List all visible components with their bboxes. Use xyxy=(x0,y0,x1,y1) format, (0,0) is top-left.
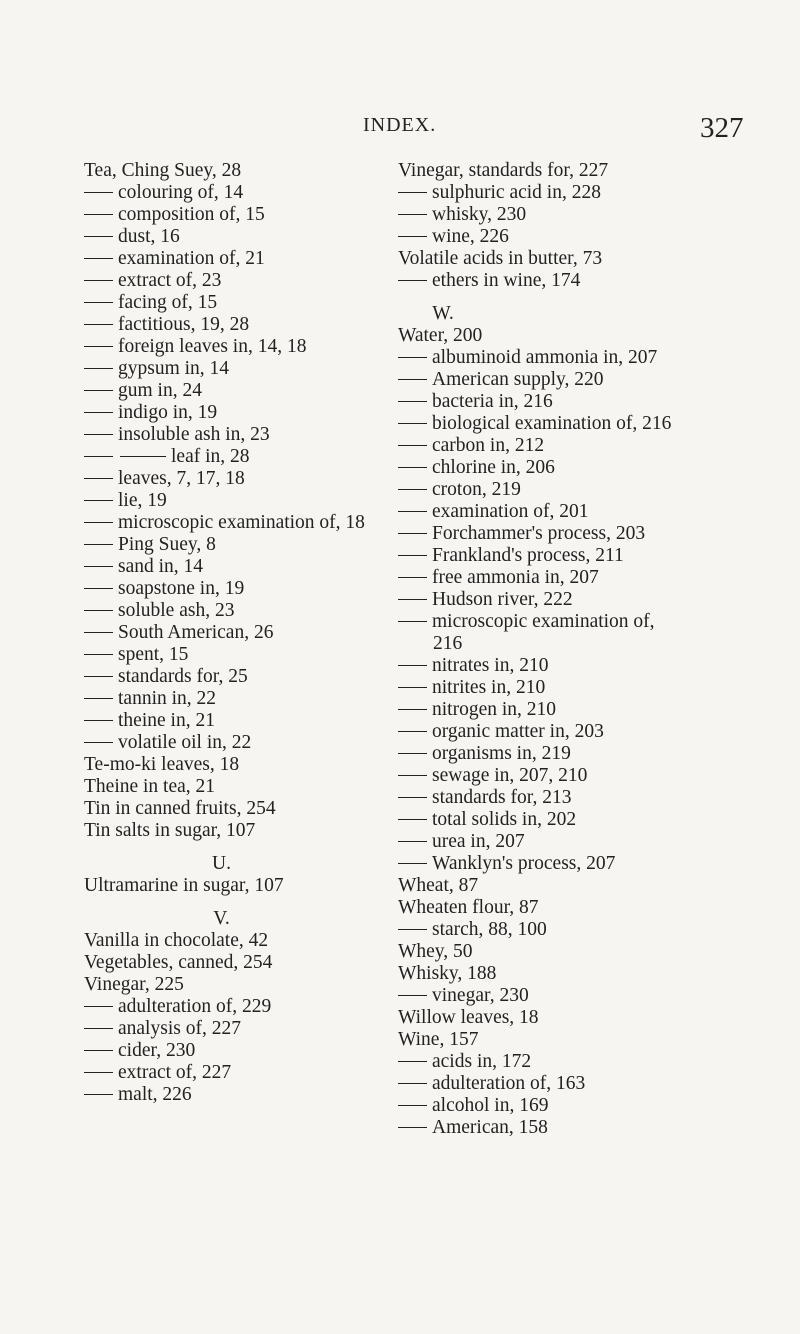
index-subentry: extract of, 23 xyxy=(84,270,394,292)
dash-mark xyxy=(398,841,427,842)
dash-mark xyxy=(398,1105,427,1106)
section-letter-w: W. xyxy=(432,303,454,324)
index-entry: Wheat, 87 xyxy=(398,875,479,896)
index-subentry: dust, 16 xyxy=(84,226,394,248)
index-subentry: adulteration of, 229 xyxy=(84,996,394,1018)
dash-mark xyxy=(84,368,113,369)
dash-mark xyxy=(398,423,427,424)
dash-mark xyxy=(398,489,427,490)
dash-mark xyxy=(84,258,113,259)
dash-mark xyxy=(398,753,427,754)
dash-mark xyxy=(84,214,113,215)
index-subentry: organic matter in, 203 xyxy=(398,721,733,743)
index-subentry: albuminoid ammonia in, 207 xyxy=(398,347,733,369)
section-letter-v: V. xyxy=(213,908,230,929)
index-entry: Ultramarine in sugar, 107 xyxy=(84,875,284,896)
index-entry: Vinegar, 225 xyxy=(84,974,184,995)
dash-mark xyxy=(84,390,113,391)
index-column-right xyxy=(398,160,733,1139)
index-subentry: organisms in, 219 xyxy=(398,743,733,765)
dash-mark xyxy=(398,731,427,732)
dash-mark xyxy=(84,566,113,567)
dash-mark xyxy=(398,687,427,688)
page-header xyxy=(0,112,800,152)
index-subentry: standards for, 25 xyxy=(84,666,394,688)
dash-mark xyxy=(84,676,113,677)
dash-mark xyxy=(84,280,113,281)
dash-mark xyxy=(84,588,113,589)
index-subentry: colouring of, 14 xyxy=(84,182,394,204)
index-subentry: tannin in, 22 xyxy=(84,688,394,710)
dash-mark xyxy=(84,346,113,347)
dash-mark xyxy=(398,995,427,996)
index-subentry: facing of, 15 xyxy=(84,292,394,314)
index-entry: Te-mo-ki leaves, 18 xyxy=(84,754,240,775)
index-subentry: South American, 26 xyxy=(84,622,394,644)
index-subentry: foreign leaves in, 14, 18 xyxy=(84,336,394,358)
index-subentry: Wanklyn's process, 207 xyxy=(398,853,733,875)
index-entry: Water, 200 xyxy=(398,325,483,346)
index-subentry: American supply, 220 xyxy=(398,369,733,391)
dash-mark xyxy=(398,665,427,666)
index-entry: Wheaten flour, 87 xyxy=(398,897,539,918)
dash-mark xyxy=(84,522,113,523)
dash-mark xyxy=(398,599,427,600)
index-subentry: free ammonia in, 207 xyxy=(398,567,733,589)
running-title: INDEX. xyxy=(363,114,437,136)
index-subentry: microscopic examination of, 18 xyxy=(84,512,394,534)
index-subentry: Forchammer's process, 203 xyxy=(398,523,733,545)
section-letter-u: U. xyxy=(212,853,231,874)
index-entry: Vinegar, standards for, 227 xyxy=(398,160,609,181)
index-subentry: extract of, 227 xyxy=(84,1062,394,1084)
dash-mark xyxy=(398,621,427,622)
dash-mark xyxy=(84,1072,113,1073)
index-entry: Wine, 157 xyxy=(398,1029,479,1050)
index-subentry: ethers in wine, 174 xyxy=(398,270,733,292)
index-subentry: spent, 15 xyxy=(84,644,394,666)
index-subentry: nitrites in, 210 xyxy=(398,677,733,699)
index-subentry: croton, 219 xyxy=(398,479,733,501)
index-entry: Whey, 50 xyxy=(398,941,473,962)
index-subentry: acids in, 172 xyxy=(398,1051,733,1073)
dash-mark xyxy=(84,478,113,479)
dash-mark xyxy=(84,544,113,545)
index-subentry: cider, 230 xyxy=(84,1040,394,1062)
dash-mark xyxy=(398,577,427,578)
dash-mark xyxy=(398,709,427,710)
dash-mark xyxy=(84,324,113,325)
index-subentry: soluble ash, 23 xyxy=(84,600,394,622)
index-subentry: wine, 226 xyxy=(398,226,733,248)
dash-mark xyxy=(398,797,427,798)
index-subentry: microscopic examination of, xyxy=(398,611,733,633)
dash-mark xyxy=(398,214,427,215)
dash-mark xyxy=(398,445,427,446)
dash-mark xyxy=(84,632,113,633)
dash-mark xyxy=(398,511,427,512)
index-subentry: indigo in, 19 xyxy=(84,402,394,424)
index-subentry: alcohol in, 169 xyxy=(398,1095,733,1117)
dash-mark xyxy=(84,698,113,699)
index-subentry: composition of, 15 xyxy=(84,204,394,226)
dash-mark xyxy=(84,1094,113,1095)
dash-mark xyxy=(120,456,166,457)
index-subentry: insoluble ash in, 23 xyxy=(84,424,394,446)
index-subentry: malt, 226 xyxy=(84,1084,394,1106)
index-subentry: analysis of, 227 xyxy=(84,1018,394,1040)
dash-mark xyxy=(84,720,113,721)
index-entry: Tin salts in sugar, 107 xyxy=(84,820,256,841)
dash-mark xyxy=(398,533,427,534)
index-subentry: starch, 88, 100 xyxy=(398,919,733,941)
dash-mark xyxy=(398,236,427,237)
index-subentry: urea in, 207 xyxy=(398,831,733,853)
dash-mark xyxy=(398,555,427,556)
index-subsubentry: leaf in, 28 xyxy=(84,446,394,468)
index-subentry: Frankland's process, 211 xyxy=(398,545,733,567)
index-entry: Theine in tea, 21 xyxy=(84,776,216,797)
index-subentry: American, 158 xyxy=(398,1117,733,1139)
index-subentry: carbon in, 212 xyxy=(398,435,733,457)
dash-mark xyxy=(84,434,113,435)
dash-mark xyxy=(84,236,113,237)
index-entry: Tea, Ching Suey, 28 xyxy=(84,160,242,181)
dash-mark xyxy=(84,1050,113,1051)
index-entry: Whisky, 188 xyxy=(398,963,497,984)
index-subentry: examination of, 21 xyxy=(84,248,394,270)
index-subentry: nitrogen in, 210 xyxy=(398,699,733,721)
dash-mark xyxy=(398,192,427,193)
index-subentry: adulteration of, 163 xyxy=(398,1073,733,1095)
dash-mark xyxy=(398,379,427,380)
index-subentry: theine in, 21 xyxy=(84,710,394,732)
index-subentry: soapstone in, 19 xyxy=(84,578,394,600)
dash-mark xyxy=(84,742,113,743)
index-subentry-continuation: 216 xyxy=(433,633,463,654)
dash-mark xyxy=(398,401,427,402)
dash-mark xyxy=(398,357,427,358)
dash-mark xyxy=(398,1127,427,1128)
dash-mark xyxy=(398,819,427,820)
index-entry: Willow leaves, 18 xyxy=(398,1007,539,1028)
dash-mark xyxy=(398,929,427,930)
index-subentry: whisky, 230 xyxy=(398,204,733,226)
index-subentry: Ping Suey, 8 xyxy=(84,534,394,556)
index-subentry: biological examination of, 216 xyxy=(398,413,733,435)
index-entry: Vanilla in chocolate, 42 xyxy=(84,930,269,951)
index-entry: Tin in canned fruits, 254 xyxy=(84,798,276,819)
index-entry: Volatile acids in butter, 73 xyxy=(398,248,603,269)
index-subentry: lie, 19 xyxy=(84,490,394,512)
dash-mark xyxy=(84,654,113,655)
index-subentry: gum in, 24 xyxy=(84,380,394,402)
index-subentry: factitious, 19, 28 xyxy=(84,314,394,336)
dash-mark xyxy=(84,302,113,303)
index-entry: Vegetables, canned, 254 xyxy=(84,952,273,973)
dash-mark xyxy=(398,775,427,776)
dash-mark xyxy=(84,500,113,501)
index-subentry: sand in, 14 xyxy=(84,556,394,578)
index-subentry: examination of, 201 xyxy=(398,501,733,523)
dash-mark xyxy=(84,1028,113,1029)
index-subentry: standards for, 213 xyxy=(398,787,733,809)
index-subentry: Hudson river, 222 xyxy=(398,589,733,611)
index-subentry: gypsum in, 14 xyxy=(84,358,394,380)
index-subentry: sewage in, 207, 210 xyxy=(398,765,733,787)
dash-mark xyxy=(84,610,113,611)
index-subentry: sulphuric acid in, 228 xyxy=(398,182,733,204)
index-subentry: total solids in, 202 xyxy=(398,809,733,831)
page-number: 327 xyxy=(700,112,744,144)
dash-mark xyxy=(398,1083,427,1084)
dash-mark xyxy=(84,1006,113,1007)
index-column-left xyxy=(84,160,394,1106)
index-subentry: vinegar, 230 xyxy=(398,985,733,1007)
index-subentry: bacteria in, 216 xyxy=(398,391,733,413)
index-subentry: volatile oil in, 22 xyxy=(84,732,394,754)
dash-mark xyxy=(398,863,427,864)
dash-mark xyxy=(84,192,113,193)
dash-mark xyxy=(398,280,427,281)
index-subentry: nitrates in, 210 xyxy=(398,655,733,677)
index-subentry: chlorine in, 206 xyxy=(398,457,733,479)
index-subentry: leaves, 7, 17, 18 xyxy=(84,468,394,490)
dash-mark xyxy=(84,412,113,413)
dash-mark xyxy=(398,1061,427,1062)
dash-mark xyxy=(84,456,113,457)
dash-mark xyxy=(398,467,427,468)
